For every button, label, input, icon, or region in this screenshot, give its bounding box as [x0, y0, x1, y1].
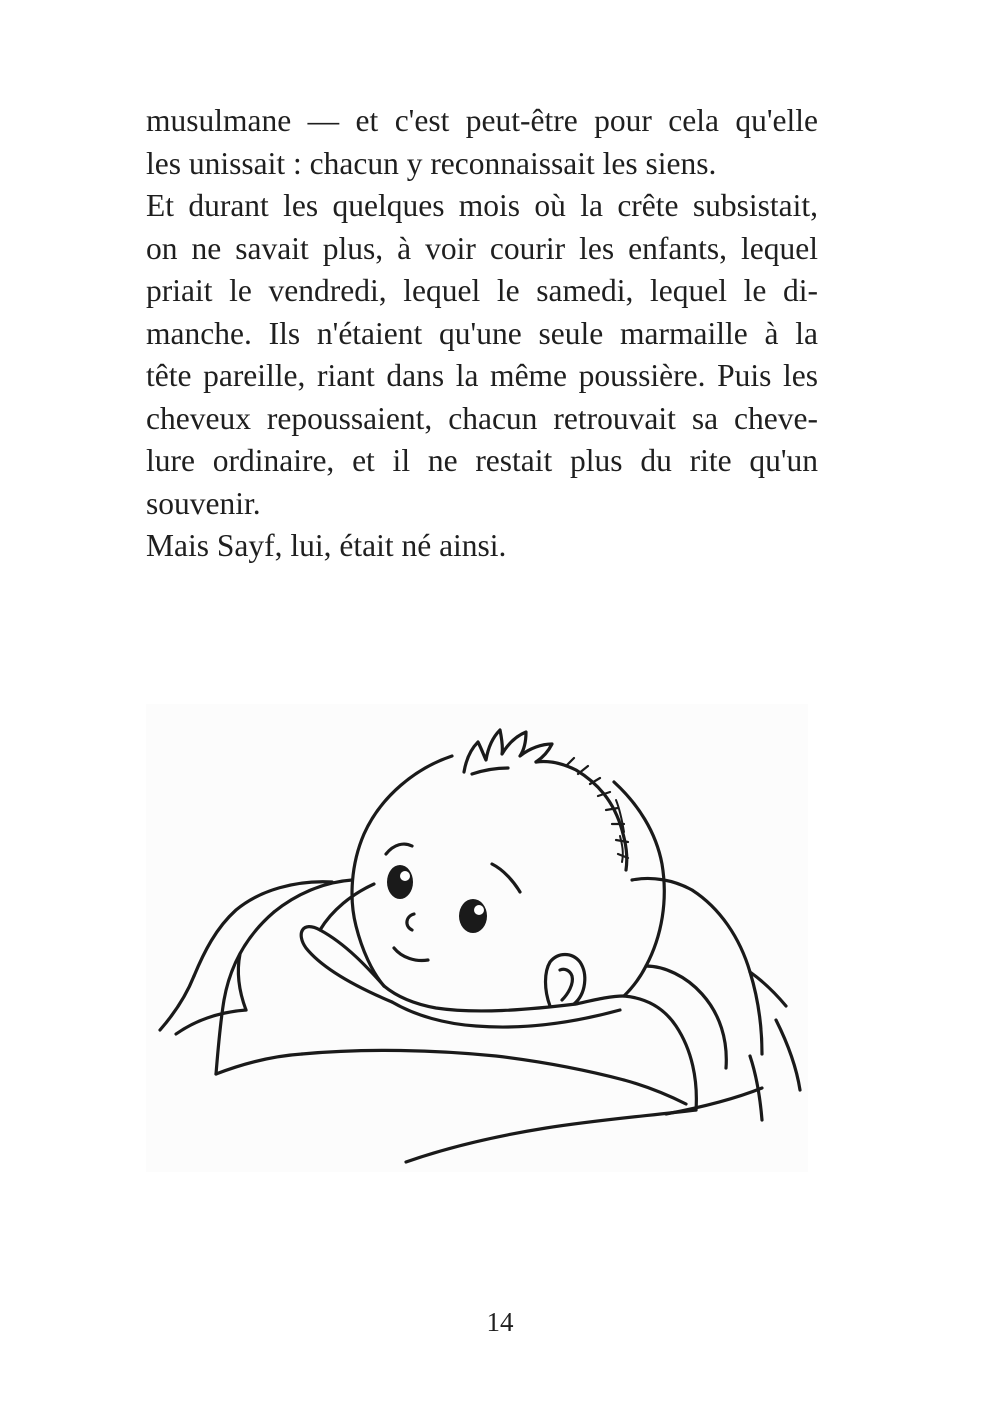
page-number: 14 [486, 1307, 514, 1337]
text-line-6: manche. Ils n'étaient qu'une seule marmaille à la [146, 315, 818, 351]
text-line-10: souvenir. [146, 485, 261, 521]
text-line-4: on ne savait plus, à voir courir les enfants, lequel [146, 230, 818, 266]
baby-wrapped-in-blanket-drawing-icon [146, 704, 808, 1172]
text-line-8: cheveux repoussaient, chacun retrouvait sa cheve- [146, 400, 818, 436]
text-line-7: tête pareille, riant dans la même poussière. Puis les [146, 358, 818, 393]
text-line-9: lure ordinaire, et il ne restait plus du rite qu'un [146, 443, 818, 478]
body-text [146, 100, 818, 568]
text-line-2: les unissait : chacun y reconnaissait les siens. [146, 145, 717, 181]
text-line-1: musulmane — et c'est peut-être pour cela qu'elle [146, 103, 818, 138]
text-line-3: Et durant les quelques mois où la crête subsistait, [146, 188, 818, 223]
text-line-11: Mais Sayf, lui, était né ainsi. [146, 528, 507, 563]
text-line-5: priait le vendredi, lequel le samedi, lequel le di- [146, 273, 818, 308]
baby-illustration [146, 704, 808, 1172]
